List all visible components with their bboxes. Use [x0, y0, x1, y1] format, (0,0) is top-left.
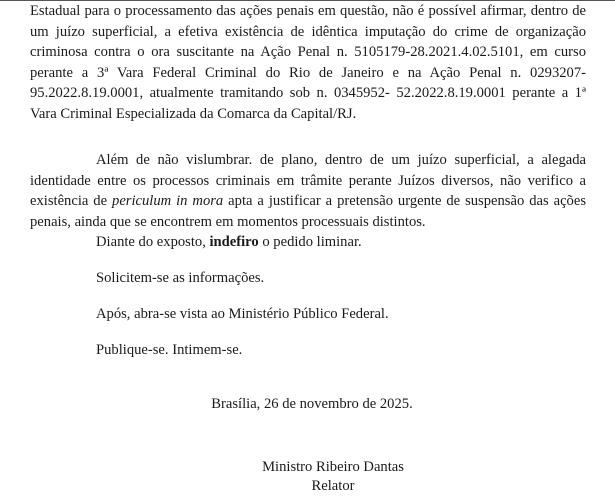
signatory-name: Ministro Ribeiro Dantas	[262, 459, 404, 475]
date-line: Brasília, 26 de novembro de 2025.	[211, 396, 413, 412]
order-request-information: Solicitem-se as informações.	[96, 270, 265, 286]
order-publish-notify: Publique-se. Intimem-se.	[96, 342, 243, 358]
signatory-role: Relator	[311, 478, 355, 494]
paragraph-periculum-text-1: Além de não vislumbrar. de plano, dentro de um juízo superficial, a alegada identidade entre os processos criminais em trâmite perante Juízos diversos, não verifico a existência de	[30, 152, 586, 210]
decision-line	[96, 232, 362, 252]
latin-term-periculum-in-mora: periculum in mora	[112, 193, 224, 210]
order-open-view-mpf: Após, abra-se vista ao Ministério Público Federal.	[96, 306, 389, 322]
paragraph-periculum	[30, 150, 586, 232]
signature-block	[30, 458, 586, 496]
paragraph-jurisdiction: Estadual para o processamento das ações penais em questão, não é possível afirmar, dentro de um juízo superficial, a efetiva existência de idêntica imputação do crime de organização criminosa contra o ora suscitante na Ação Penal n. 5105179-28.2021.4.02.5101, em curso perante a 3ª Vara Federal Criminal do Rio de Janeiro e na Ação Penal n. 0293207-95.2022.8.19.0001, atualmente tramitando sob n. 0345952- 52.2022.8.19.0001 perante a 1ª Vara Criminal Especializada da Comarca da Capital/RJ.	[30, 3, 586, 122]
decision-verdict: indefiro	[209, 234, 259, 250]
decision-text-2: o pedido liminar.	[258, 234, 362, 250]
paragraph-periculum-text-2: apta a justificar a pretensão urgente de suspensão das ações penais, ainda que se encontrem em momentos processuais distintos.	[30, 193, 587, 230]
decision-text-1: Diante do exposto,	[96, 234, 210, 250]
